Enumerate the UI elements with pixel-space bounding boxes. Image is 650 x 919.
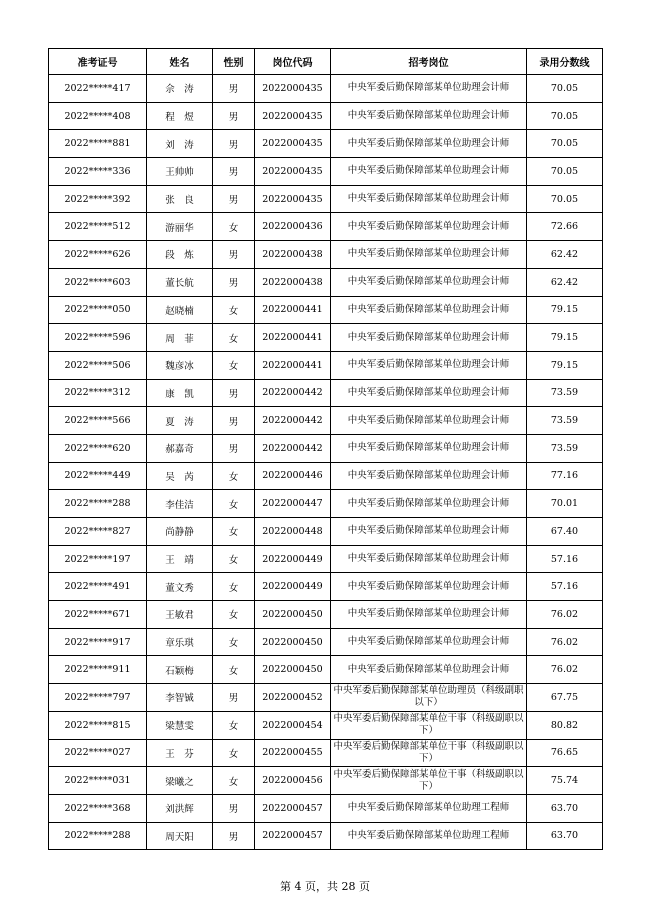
table-row	[49, 241, 603, 269]
cell-name: 董文秀	[147, 573, 213, 601]
cell-exam-id: 2022*****911	[49, 656, 147, 684]
cell-gender: 男	[213, 158, 255, 186]
cell-score: 76.02	[527, 656, 603, 684]
cell-gender: 男	[213, 434, 255, 462]
cell-score: 76.02	[527, 628, 603, 656]
cell-score: 73.59	[527, 434, 603, 462]
cell-score: 62.42	[527, 241, 603, 269]
cell-gender: 女	[213, 767, 255, 795]
table-row	[49, 794, 603, 822]
cell-name: 李智铖	[147, 684, 213, 712]
cell-score: 70.05	[527, 158, 603, 186]
cell-score: 70.01	[527, 490, 603, 518]
cell-exam-id: 2022*****368	[49, 794, 147, 822]
cell-post: 中央军委后勤保障部某单位助理会计师	[331, 434, 527, 462]
cell-gender: 女	[213, 739, 255, 767]
cell-score: 77.16	[527, 462, 603, 490]
cell-gender: 女	[213, 518, 255, 546]
table-row	[49, 573, 603, 601]
cell-exam-id: 2022*****417	[49, 75, 147, 103]
cell-exam-id: 2022*****596	[49, 324, 147, 352]
cell-post: 中央军委后勤保障部某单位助理会计师	[331, 324, 527, 352]
cell-post: 中央军委后勤保障部某单位助理会计师	[331, 185, 527, 213]
table-row	[49, 462, 603, 490]
cell-name: 王敏君	[147, 601, 213, 629]
cell-post: 中央军委后勤保障部某单位助理会计师	[331, 75, 527, 103]
page-footer: 第 4 页，共 28 页	[280, 880, 370, 893]
cell-gender: 男	[213, 185, 255, 213]
cell-post: 中央军委后勤保障部某单位干事（科级副职以下）	[331, 767, 527, 795]
table-row	[49, 158, 603, 186]
cell-gender: 女	[213, 296, 255, 324]
cell-name: 张 良	[147, 185, 213, 213]
cell-post-code: 2022000446	[255, 462, 331, 490]
table-row	[49, 75, 603, 103]
cell-post-code: 2022000452	[255, 684, 331, 712]
cell-gender: 男	[213, 241, 255, 269]
table-body	[49, 75, 603, 850]
table-row	[49, 518, 603, 546]
cell-exam-id: 2022*****312	[49, 379, 147, 407]
table-row	[49, 130, 603, 158]
table-row	[49, 434, 603, 462]
cell-name: 郝嘉奇	[147, 434, 213, 462]
cell-exam-id: 2022*****797	[49, 684, 147, 712]
cell-name: 魏彦冰	[147, 351, 213, 379]
cell-gender: 女	[213, 711, 255, 739]
cell-name: 刘 涛	[147, 130, 213, 158]
table-row	[49, 351, 603, 379]
cell-post-code: 2022000449	[255, 573, 331, 601]
cell-score: 57.16	[527, 545, 603, 573]
cell-name: 刘洪辉	[147, 794, 213, 822]
cell-name: 周天阳	[147, 822, 213, 850]
cell-score: 76.65	[527, 739, 603, 767]
cell-post: 中央军委后勤保障部某单位助理会计师	[331, 102, 527, 130]
cell-post-code: 2022000442	[255, 407, 331, 435]
cell-gender: 男	[213, 379, 255, 407]
table-row	[49, 628, 603, 656]
cell-post: 中央军委后勤保障部某单位助理会计师	[331, 601, 527, 629]
cell-post-code: 2022000435	[255, 185, 331, 213]
cell-exam-id: 2022*****881	[49, 130, 147, 158]
cell-post-code: 2022000435	[255, 75, 331, 103]
table-row	[49, 767, 603, 795]
cell-gender: 女	[213, 545, 255, 573]
cell-post-code: 2022000448	[255, 518, 331, 546]
cell-exam-id: 2022*****392	[49, 185, 147, 213]
cell-name: 赵晓楠	[147, 296, 213, 324]
cell-name: 董长航	[147, 268, 213, 296]
cell-post: 中央军委后勤保障部某单位助理会计师	[331, 268, 527, 296]
cell-score: 67.40	[527, 518, 603, 546]
cell-exam-id: 2022*****506	[49, 351, 147, 379]
header-name: 姓名	[147, 49, 213, 75]
table-row	[49, 185, 603, 213]
cell-score: 70.05	[527, 75, 603, 103]
cell-gender: 男	[213, 75, 255, 103]
cell-exam-id: 2022*****050	[49, 296, 147, 324]
header-score: 录用分数线	[527, 49, 603, 75]
cell-name: 王 芬	[147, 739, 213, 767]
header-post: 招考岗位	[331, 49, 527, 75]
cell-gender: 女	[213, 573, 255, 601]
cell-post: 中央军委后勤保障部某单位助理会计师	[331, 130, 527, 158]
cell-score: 79.15	[527, 296, 603, 324]
table-row	[49, 379, 603, 407]
cell-name: 周 菲	[147, 324, 213, 352]
cell-score: 76.02	[527, 601, 603, 629]
cell-post: 中央军委后勤保障部某单位助理工程师	[331, 794, 527, 822]
table-row	[49, 822, 603, 850]
cell-gender: 女	[213, 213, 255, 241]
cell-exam-id: 2022*****815	[49, 711, 147, 739]
cell-name: 佘 涛	[147, 75, 213, 103]
cell-score: 79.15	[527, 324, 603, 352]
cell-post: 中央军委后勤保障部某单位助理会计师	[331, 379, 527, 407]
cell-post: 中央军委后勤保障部某单位助理会计师	[331, 213, 527, 241]
cell-gender: 男	[213, 268, 255, 296]
cell-score: 79.15	[527, 351, 603, 379]
cell-gender: 女	[213, 656, 255, 684]
cell-exam-id: 2022*****626	[49, 241, 147, 269]
table-row	[49, 490, 603, 518]
cell-gender: 女	[213, 324, 255, 352]
cell-score: 75.74	[527, 767, 603, 795]
cell-score: 67.75	[527, 684, 603, 712]
cell-post: 中央军委后勤保障部某单位助理会计师	[331, 628, 527, 656]
cell-gender: 男	[213, 794, 255, 822]
table-row	[49, 545, 603, 573]
cell-post: 中央军委后勤保障部某单位助理会计师	[331, 518, 527, 546]
cell-post: 中央军委后勤保障部某单位助理员（科级副职以下）	[331, 684, 527, 712]
cell-exam-id: 2022*****288	[49, 822, 147, 850]
cell-name: 尚静静	[147, 518, 213, 546]
cell-post-code: 2022000441	[255, 324, 331, 352]
cell-exam-id: 2022*****288	[49, 490, 147, 518]
cell-post-code: 2022000449	[255, 545, 331, 573]
cell-post-code: 2022000450	[255, 601, 331, 629]
cell-gender: 男	[213, 407, 255, 435]
cell-exam-id: 2022*****491	[49, 573, 147, 601]
cell-score: 63.70	[527, 794, 603, 822]
table-row	[49, 656, 603, 684]
cell-gender: 男	[213, 130, 255, 158]
cell-gender: 女	[213, 628, 255, 656]
cell-post-code: 2022000435	[255, 102, 331, 130]
cell-post: 中央军委后勤保障部某单位助理工程师	[331, 822, 527, 850]
cell-exam-id: 2022*****827	[49, 518, 147, 546]
table-row	[49, 213, 603, 241]
cell-name: 康 凯	[147, 379, 213, 407]
cell-name: 梁曦之	[147, 767, 213, 795]
cell-post-code: 2022000442	[255, 434, 331, 462]
cell-gender: 女	[213, 601, 255, 629]
table-row	[49, 268, 603, 296]
cell-post: 中央军委后勤保障部某单位助理会计师	[331, 573, 527, 601]
cell-name: 王帅帅	[147, 158, 213, 186]
table-row	[49, 102, 603, 130]
cell-post-code: 2022000438	[255, 268, 331, 296]
table-row	[49, 601, 603, 629]
cell-gender: 女	[213, 490, 255, 518]
cell-exam-id: 2022*****031	[49, 767, 147, 795]
cell-gender: 女	[213, 351, 255, 379]
cell-post: 中央军委后勤保障部某单位助理会计师	[331, 241, 527, 269]
cell-gender: 男	[213, 102, 255, 130]
table-row	[49, 739, 603, 767]
cell-name: 石颖梅	[147, 656, 213, 684]
cell-score: 70.05	[527, 130, 603, 158]
cell-exam-id: 2022*****620	[49, 434, 147, 462]
cell-name: 吴 芮	[147, 462, 213, 490]
table-row	[49, 324, 603, 352]
cell-post-code: 2022000438	[255, 241, 331, 269]
cell-exam-id: 2022*****603	[49, 268, 147, 296]
cell-name: 章乐琪	[147, 628, 213, 656]
cell-post-code: 2022000436	[255, 213, 331, 241]
cell-name: 王 靖	[147, 545, 213, 573]
header-exam-id: 准考证号	[49, 49, 147, 75]
cell-post: 中央军委后勤保障部某单位干事（科级副职以下）	[331, 711, 527, 739]
cell-gender: 男	[213, 822, 255, 850]
cell-score: 73.59	[527, 379, 603, 407]
cell-post-code: 2022000450	[255, 628, 331, 656]
cell-post-code: 2022000441	[255, 296, 331, 324]
cell-exam-id: 2022*****197	[49, 545, 147, 573]
cell-exam-id: 2022*****566	[49, 407, 147, 435]
cell-name: 段 炼	[147, 241, 213, 269]
cell-score: 70.05	[527, 102, 603, 130]
cell-score: 70.05	[527, 185, 603, 213]
table-row	[49, 407, 603, 435]
table-row	[49, 684, 603, 712]
cell-post-code: 2022000457	[255, 794, 331, 822]
cell-gender: 男	[213, 684, 255, 712]
header-row	[49, 49, 603, 75]
cell-post: 中央军委后勤保障部某单位助理会计师	[331, 490, 527, 518]
cell-exam-id: 2022*****917	[49, 628, 147, 656]
cell-post-code: 2022000455	[255, 739, 331, 767]
cell-name: 夏 涛	[147, 407, 213, 435]
cell-post-code: 2022000435	[255, 130, 331, 158]
results-table	[48, 48, 603, 850]
cell-post-code: 2022000441	[255, 351, 331, 379]
cell-post-code: 2022000450	[255, 656, 331, 684]
cell-score: 62.42	[527, 268, 603, 296]
cell-post-code: 2022000456	[255, 767, 331, 795]
cell-score: 57.16	[527, 573, 603, 601]
cell-exam-id: 2022*****671	[49, 601, 147, 629]
cell-post-code: 2022000442	[255, 379, 331, 407]
cell-post: 中央军委后勤保障部某单位助理会计师	[331, 545, 527, 573]
cell-score: 73.59	[527, 407, 603, 435]
cell-post-code: 2022000447	[255, 490, 331, 518]
cell-score: 63.70	[527, 822, 603, 850]
cell-post-code: 2022000435	[255, 158, 331, 186]
table-row	[49, 711, 603, 739]
cell-exam-id: 2022*****449	[49, 462, 147, 490]
cell-name: 游丽华	[147, 213, 213, 241]
header-post-code: 岗位代码	[255, 49, 331, 75]
cell-score: 72.66	[527, 213, 603, 241]
header-gender: 性别	[213, 49, 255, 75]
table-row	[49, 296, 603, 324]
cell-exam-id: 2022*****512	[49, 213, 147, 241]
cell-post: 中央军委后勤保障部某单位助理会计师	[331, 158, 527, 186]
cell-name: 李佳洁	[147, 490, 213, 518]
cell-post-code: 2022000457	[255, 822, 331, 850]
cell-post-code: 2022000454	[255, 711, 331, 739]
cell-post: 中央军委后勤保障部某单位助理会计师	[331, 296, 527, 324]
cell-post: 中央军委后勤保障部某单位干事（科级副职以下）	[331, 739, 527, 767]
cell-name: 梁慧雯	[147, 711, 213, 739]
cell-score: 80.82	[527, 711, 603, 739]
cell-exam-id: 2022*****027	[49, 739, 147, 767]
cell-exam-id: 2022*****408	[49, 102, 147, 130]
cell-post: 中央军委后勤保障部某单位助理会计师	[331, 462, 527, 490]
cell-post: 中央军委后勤保障部某单位助理会计师	[331, 407, 527, 435]
cell-name: 程 煜	[147, 102, 213, 130]
cell-gender: 女	[213, 462, 255, 490]
cell-exam-id: 2022*****336	[49, 158, 147, 186]
cell-post: 中央军委后勤保障部某单位助理会计师	[331, 656, 527, 684]
cell-post: 中央军委后勤保障部某单位助理会计师	[331, 351, 527, 379]
